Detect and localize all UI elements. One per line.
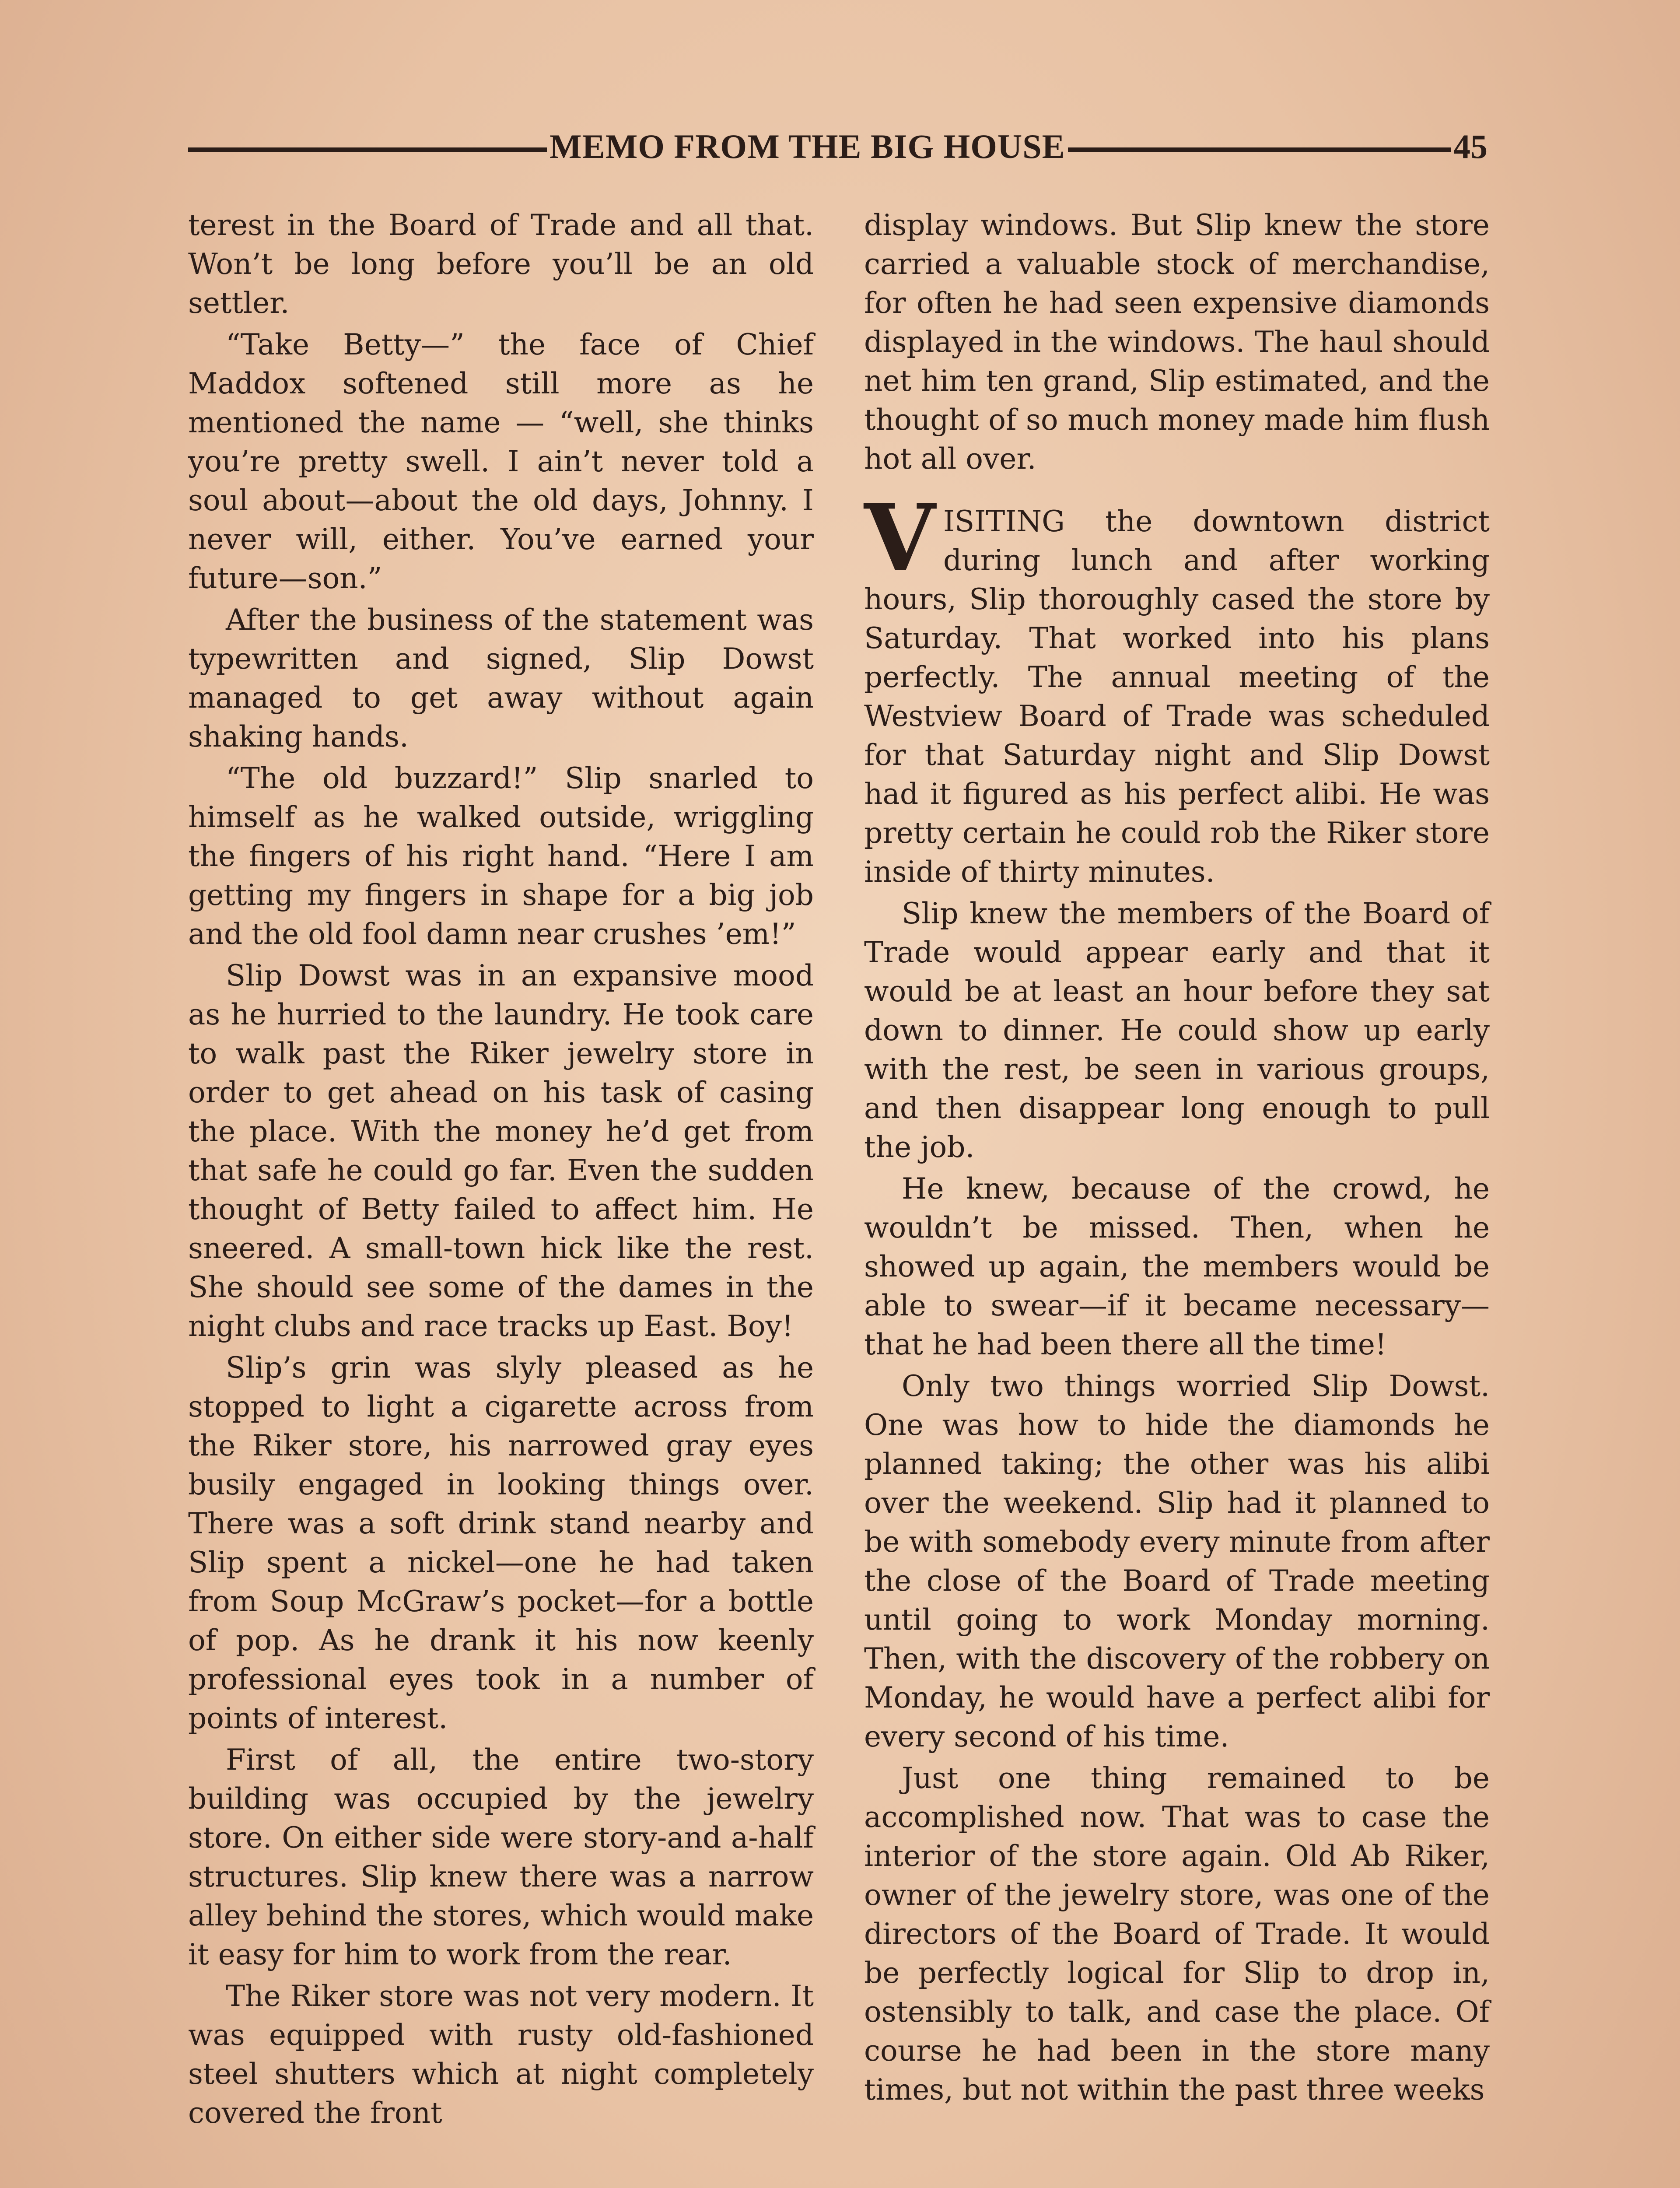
page-header (188, 118, 1488, 175)
section-opening-text: ISITING the downtown district during lunch and after working hours, Slip thoroughly cased the store by Saturday. That worked into his plans perfectly. The annual meeting of the Westview Board of Trade was scheduled for that Saturday night and Slip Dowst had it figured as his perfect alibi. He was pretty certain he could rob the Riker store inside of thirty minutes. (864, 505, 1490, 889)
paragraph: “The old buzzard!” Slip snarled to himself as he walked outside, wriggling the fingers of his right hand. “Here I am getting my fingers in shape for a big job and the old fool damn near crushes ’em!” (188, 761, 814, 951)
section-opening-paragraph (864, 484, 1490, 891)
right-column (864, 206, 1490, 2112)
paragraph: He knew, because of the crowd, he wouldn’t be missed. Then, when he showed up again, the members would be able to swear—if it became necessary—that he had been there all the time! (864, 1172, 1490, 1361)
paragraph: terest in the Board of Trade and all that. Won’t be long before you’ll be an old settler. (188, 208, 814, 320)
left-column (188, 206, 814, 2135)
running-title: MEMO FROM THE BIG HOUSE (550, 127, 1065, 165)
page-number: 45 (1453, 127, 1488, 165)
paragraph: After the business of the statement was typewritten and signed, Slip Dowst managed to get away without again shaking hands. (188, 603, 814, 754)
paragraph: Slip knew the members of the Board of Trade would appear early and that it would be at least an hour before they sat down to dinner. He could show up early with the rest, be seen in various groups, and then disappear long enough to pull the job. (864, 897, 1490, 1164)
paragraph: Slip’s grin was slyly pleased as he stopped to light a cigarette across from the Riker store, his narrowed gray eyes busily engaged in looking things over. There was a soft drink stand nearby and Slip spent a nickel—one he had taken from Soup McGraw’s pocket—for a bottle of pop. As he drank it his now keenly professional eyes took in a number of points of interest. (188, 1351, 814, 1735)
paragraph: “Take Betty—” the face of Chief Maddox softened still more as he mentioned the name — “well, she thinks you’re pretty swell. I ain’t never told a soul about—about the old days, Johnny. I never will, either. You’ve earned your future—son.” (188, 328, 814, 595)
paragraph: The Riker store was not very modern. It was equipped with rusty old-fashioned steel shutters which at night completely covered the front (188, 1979, 814, 2130)
paragraph: display windows. But Slip knew the store carried a valuable stock of merchandise, for often he had seen expensive diamonds displayed in the windows. The haul should net him ten grand, Slip estimated, and the thought of so much money made him flush hot all over. (864, 208, 1490, 476)
paragraph: Just one thing remained to be accomplished now. That was to case the interior of the store again. Old Ab Riker, owner of the jewelry store, was one of the directors of the Board of Trade. It would be perfectly logical for Slip to drop in, ostensibly to talk, and case the place. Of course he had been in the store many times, but not within the past three weeks (864, 1761, 1490, 2107)
paragraph: Slip Dowst was in an expansive mood as he hurried to the laundry. He took care to walk past the Riker jewelry store in order to get ahead on his task of casing the place. With the money he’d get from that safe he could go far. Even the sudden thought of Betty failed to affect him. He sneered. A small-town hick like the rest. She should see some of the dames in the night clubs and race tracks up East. Boy! (188, 959, 814, 1343)
header-rule-right (1068, 147, 1451, 152)
paragraph: Only two things worried Slip Dowst. One was how to hide the diamonds he planned taking; the other was his alibi over the weekend. Slip had it planned to be with somebody every minute from after the close of the Board of Trade meeting until going to work Monday morning. Then, with the discovery of the robbery on Monday, he would have a perfect alibi for every second of his time. (864, 1369, 1490, 1753)
paragraph: First of all, the entire two-story building was occupied by the jewelry store. On either side were story-and a-half structures. Slip knew there was a narrow alley behind the stores, which would make it easy for him to work from the rear. (188, 1743, 814, 1971)
header-rule-left (188, 147, 547, 152)
drop-cap: V (864, 484, 935, 592)
